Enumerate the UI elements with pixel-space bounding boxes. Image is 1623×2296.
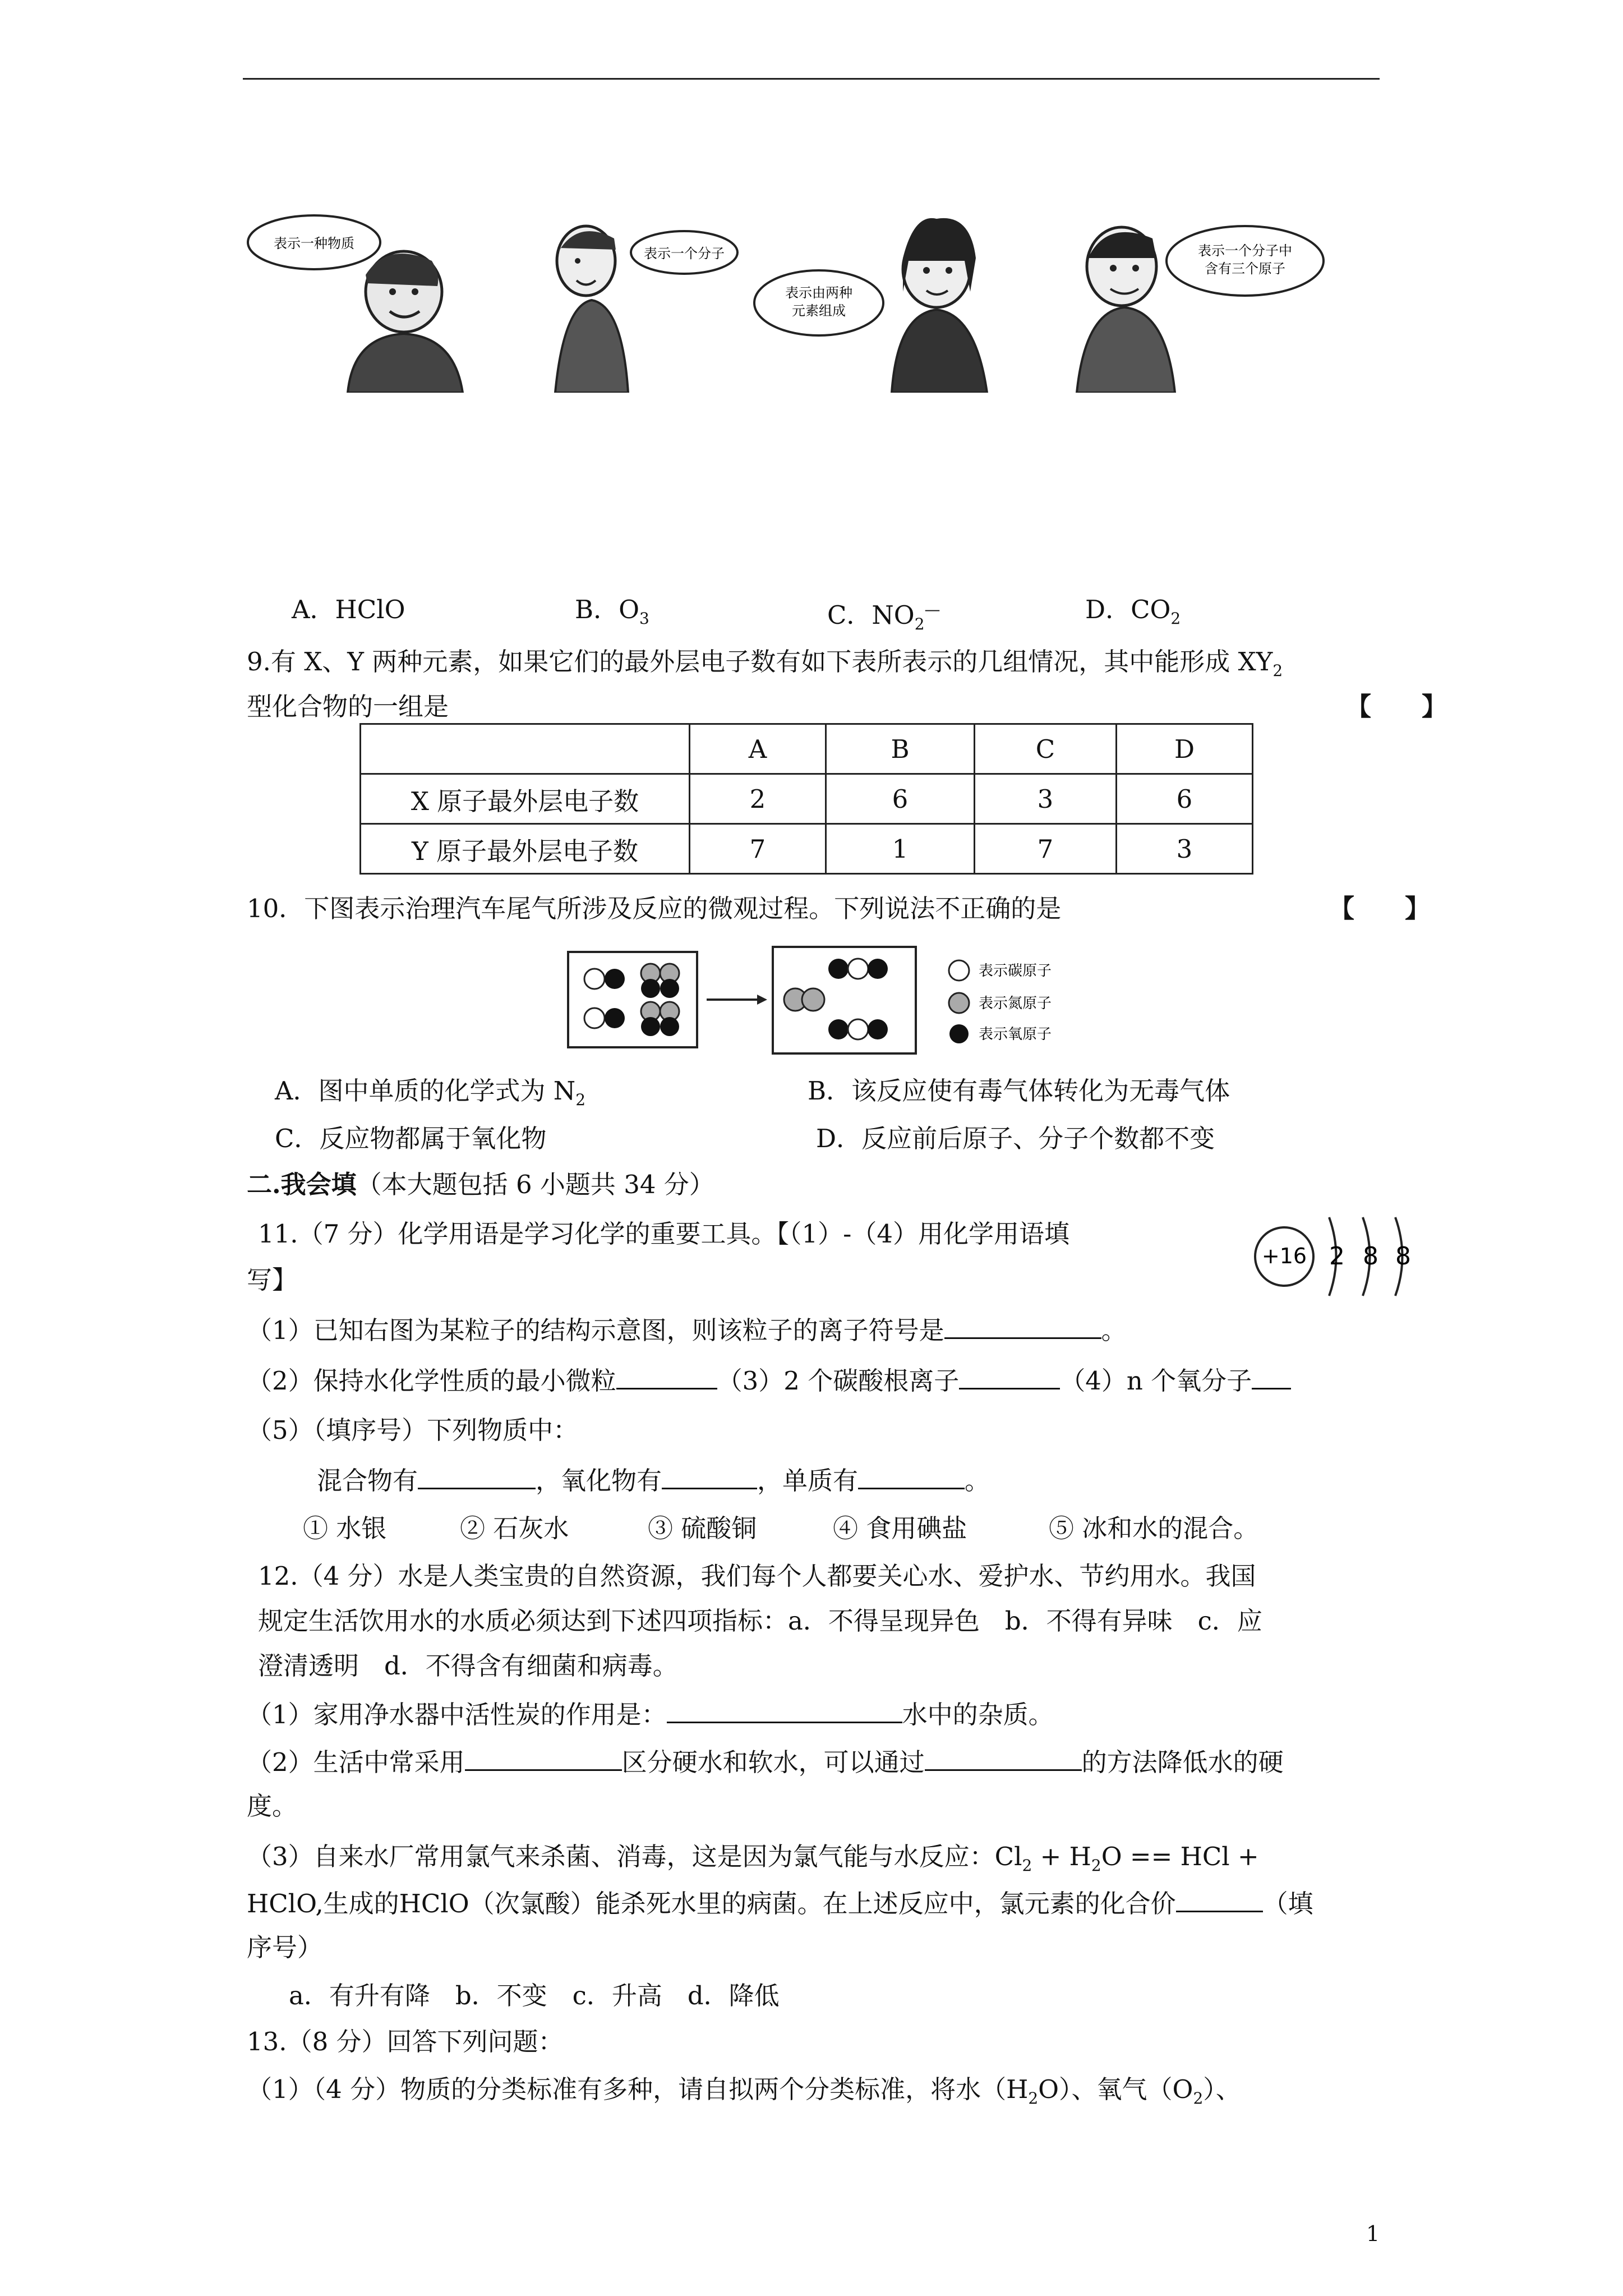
svg-text:表示一种物质: 表示一种物质: [274, 236, 354, 251]
cartoon-boy-2: [555, 226, 628, 393]
q11-item-2: ② 石灰水: [460, 1513, 569, 1543]
cartoon-boy-3: [1077, 227, 1175, 393]
q12-part1: （1）家用净水器中活性炭的作用是： 水中的杂质。: [247, 1697, 1054, 1732]
q12-part3-line2: HClO,生成的HClO（次氯酸）能杀死水里的病菌。在上述反应中，氯元素的化合价 （填: [247, 1886, 1313, 1921]
q11-part5-blanks: 混合物有 ，氧化物有 ，单质有 。: [317, 1463, 990, 1498]
carbon-atom: [848, 1019, 868, 1039]
table-cell: [361, 724, 690, 774]
table-row: [361, 774, 1253, 824]
table-cell: D: [1117, 724, 1253, 774]
answer-blank[interactable]: [1252, 1363, 1291, 1389]
oxygen-atom: [641, 979, 660, 998]
table-row: [361, 824, 1253, 874]
q10-option-b[interactable]: B．该反应使有毒气体转化为无毒气体: [808, 1076, 1230, 1106]
oxygen-atom: [660, 979, 679, 998]
oxygen-atom: [868, 1019, 888, 1039]
q9-stem-line1: 9.有 X、Y 两种元素，如果它们的最外层电子数有如下表所表示的几组情况，其中能形成 $XY_2$: [247, 647, 1283, 680]
q10-option-a[interactable]: A．图中单质的化学式为 $N_2$: [275, 1076, 586, 1109]
reactant-box: [568, 952, 697, 1047]
table-cell: 6: [1117, 774, 1253, 824]
oxygen-atom: [641, 1017, 660, 1036]
cartoon-illustration: [241, 208, 1329, 393]
svg-text:含有三个原子: 含有三个原子: [1205, 261, 1285, 277]
table-cell: 7: [975, 824, 1117, 874]
svg-text:表示一个分子中: 表示一个分子中: [1198, 243, 1292, 259]
q12-choices: a．有升有降 b．不变 c．升高 d．降低: [289, 1981, 780, 2010]
table-cell: 3: [1117, 824, 1253, 874]
q11-stem-line1: 11.（7 分）化学用语是学习化学的重要工具。【（1）-（4）用化学用语填: [258, 1219, 1069, 1249]
legend-carbon-label: 表示碳原子: [979, 963, 1052, 979]
q8-option-a[interactable]: A．HClO: [292, 595, 405, 624]
table-cell: A: [690, 724, 826, 774]
nitrogen-atom: [802, 988, 824, 1011]
q13-stem: 13.（8 分）回答下列问题：: [247, 2027, 564, 2056]
cartoon-boy-1: [348, 251, 463, 393]
q10-stem: 10．下图表示治理汽车尾气所涉及反应的微观过程。下列说法不正确的是: [247, 894, 1062, 923]
q13-part1: （1）（4 分）物质的分类标准有多种，请自拟两个分类标准，将水$(H_2O)$、氧气$(O_2)$、: [247, 2074, 1241, 2108]
q9-table: [359, 723, 1253, 875]
page-number: 1: [1366, 2221, 1380, 2246]
oxygen-atom: [660, 1017, 679, 1036]
oxygen-atom: [828, 1019, 849, 1039]
carbon-atom: [584, 969, 605, 989]
atom-structure-diagram: [1251, 1212, 1419, 1301]
q11-item-5: ⑤ 冰和水的混合。: [1049, 1513, 1259, 1543]
speech-bubble-4: [1166, 226, 1324, 296]
q12-part2-cont: 度。: [247, 1791, 298, 1821]
shell-electrons-1: 2: [1329, 1242, 1345, 1271]
q9-answer-bracket[interactable]: 【 】: [1346, 692, 1447, 721]
table-cell: 7: [690, 824, 826, 874]
svg-text:表示由两种: 表示由两种: [785, 285, 852, 301]
q11-item-4: ④ 食用碘盐: [833, 1513, 967, 1543]
table-cell: 1: [826, 824, 975, 874]
legend-nitrogen-label: 表示氮原子: [979, 995, 1052, 1012]
answer-blank[interactable]: [1176, 1886, 1263, 1912]
shell-electrons-3: 8: [1395, 1242, 1411, 1271]
svg-text:元素组成: 元素组成: [792, 303, 846, 319]
speech-bubble-3: [754, 270, 883, 335]
legend-nitrogen-icon: [949, 993, 969, 1013]
q11-part2-4: （2）保持水化学性质的最小微粒 （3）2 个碳酸根离子 （4）n 个氧分子: [247, 1363, 1291, 1398]
answer-blank[interactable]: [616, 1363, 717, 1389]
q10-option-d[interactable]: D．反应前后原子、分子个数都不变: [816, 1124, 1215, 1153]
cartoon-girl: [892, 218, 987, 393]
table-cell: C: [975, 724, 1117, 774]
q12-part3-line3: 序号）: [247, 1932, 323, 1962]
table-cell: 6: [826, 774, 975, 824]
q10-option-c[interactable]: C．反应物都属于氧化物: [275, 1124, 547, 1153]
answer-blank[interactable]: [858, 1463, 965, 1489]
table-row: [361, 724, 1253, 774]
oxygen-atom: [605, 1008, 625, 1028]
q10-reaction-diagram: [566, 945, 1099, 1057]
q8-option-b[interactable]: B．$O_3$: [575, 595, 649, 628]
speech-bubble-1: [248, 215, 380, 269]
oxygen-atom: [605, 969, 625, 989]
speech-bubble-2: [631, 231, 737, 274]
header-rule: [243, 78, 1380, 80]
q11-item-3: ③ 硫酸铜: [648, 1513, 757, 1543]
arrow-head: [757, 995, 767, 1005]
q12-part2: （2）生活中常采用 区分硬水和软水，可以通过 的方法降低水的硬: [247, 1745, 1284, 1779]
answer-blank[interactable]: [465, 1745, 622, 1771]
shell-electrons-2: 8: [1363, 1242, 1378, 1271]
q8-option-d[interactable]: D．$CO_2$: [1085, 595, 1181, 628]
legend-oxygen-label: 表示氧原子: [979, 1026, 1052, 1043]
answer-blank[interactable]: [944, 1313, 1101, 1339]
oxygen-atom: [828, 959, 849, 979]
oxygen-atom: [868, 959, 888, 979]
nucleus-charge: +16: [1261, 1244, 1307, 1268]
carbon-atom: [584, 1008, 605, 1028]
q9-stem-line2: 型化合物的一组是: [247, 692, 449, 721]
q12-stem-line3: 澄清透明 d．不得含有细菌和病毒。: [258, 1651, 678, 1681]
svg-text:表示一个分子: 表示一个分子: [644, 246, 725, 261]
q11-part1: （1）已知右图为某粒子的结构示意图，则该粒子的离子符号是 。: [247, 1313, 1127, 1347]
q12-stem-line2: 规定生活饮用水的水质必须达到下述四项指标：a．不得呈现异色 b．不得有异味 c．应: [258, 1606, 1262, 1636]
q10-answer-bracket[interactable]: 【 】: [1329, 894, 1431, 923]
q11-stem-line2: 写】: [247, 1265, 298, 1295]
answer-blank[interactable]: [959, 1363, 1060, 1389]
answer-blank[interactable]: [667, 1697, 902, 1723]
q11-item-1: ① 水银: [303, 1513, 387, 1543]
table-cell: Y 原子最外层电子数: [361, 824, 690, 874]
q12-part3-line1: （3）自来水厂常用氯气来杀菌、消毒，这是因为氯气能与水反应：$Cl_2 + H_2O$ == HCl +: [247, 1842, 1259, 1875]
legend-carbon-icon: [949, 960, 969, 981]
q12-stem-line1: 12.（4 分）水是人类宝贵的自然资源，我们每个人都要关心水、爱护水、节约用水。我国: [258, 1561, 1256, 1591]
carbon-atom: [848, 959, 868, 979]
answer-blank[interactable]: [418, 1463, 536, 1489]
q11-part5: （5）（填序号）下列物质中：: [247, 1415, 579, 1445]
answer-blank[interactable]: [662, 1463, 757, 1489]
table-cell: 2: [690, 774, 826, 824]
table-cell: 3: [975, 774, 1117, 824]
answer-blank[interactable]: [925, 1745, 1082, 1771]
section-2-title: 二.我会填（本大题包括 6 小题共 34 分）: [247, 1170, 714, 1199]
table-cell: X 原子最外层电子数: [361, 774, 690, 824]
table-cell: B: [826, 724, 975, 774]
q8-option-c[interactable]: C．$NO_2^—$: [827, 600, 940, 633]
legend-oxygen-icon: [949, 1024, 969, 1043]
